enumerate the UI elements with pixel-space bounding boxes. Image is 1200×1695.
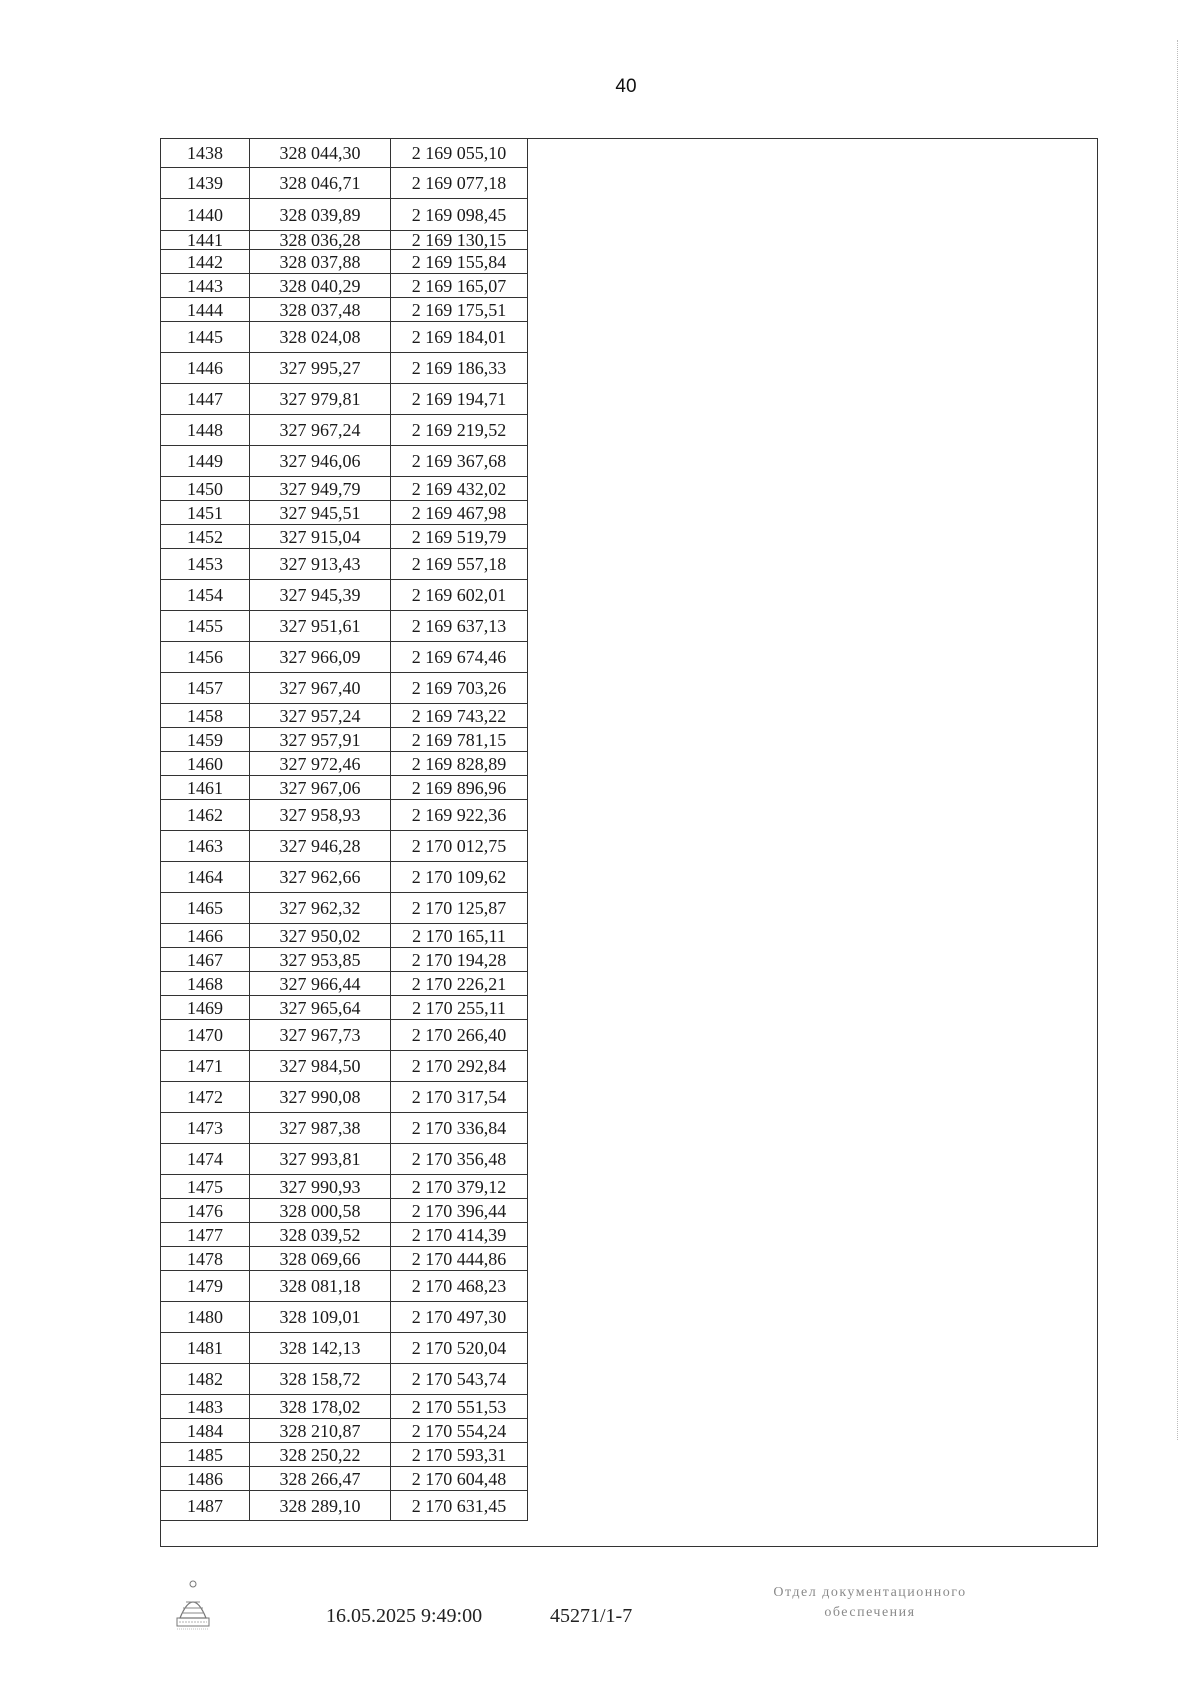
x-coordinate-cell: 327 946,06 [250, 446, 391, 477]
point-number-cell: 1458 [161, 704, 250, 728]
table-row [161, 673, 528, 704]
y-coordinate-cell: 2 169 519,79 [391, 525, 528, 549]
x-coordinate-cell: 328 109,01 [250, 1302, 391, 1333]
x-coordinate-cell: 327 953,85 [250, 948, 391, 972]
x-coordinate-cell: 328 289,10 [250, 1491, 391, 1521]
y-coordinate-cell: 2 170 444,86 [391, 1247, 528, 1271]
y-coordinate-cell: 2 170 414,39 [391, 1223, 528, 1247]
x-coordinate-cell: 327 949,79 [250, 477, 391, 501]
point-number-cell: 1474 [161, 1144, 250, 1175]
table-row [161, 1395, 528, 1419]
point-number-cell: 1459 [161, 728, 250, 752]
y-coordinate-cell: 2 169 922,36 [391, 800, 528, 831]
x-coordinate-cell: 328 158,72 [250, 1364, 391, 1395]
y-coordinate-cell: 2 170 165,11 [391, 924, 528, 948]
point-number-cell: 1467 [161, 948, 250, 972]
department-stamp-line-1: Отдел документационного [773, 1585, 967, 1600]
y-coordinate-cell: 2 169 219,52 [391, 415, 528, 446]
table-row [161, 1051, 528, 1082]
point-number-cell: 1438 [161, 139, 250, 168]
point-number-cell: 1480 [161, 1302, 250, 1333]
x-coordinate-cell: 327 972,46 [250, 752, 391, 776]
point-number-cell: 1448 [161, 415, 250, 446]
y-coordinate-cell: 2 170 194,28 [391, 948, 528, 972]
y-coordinate-cell: 2 169 781,15 [391, 728, 528, 752]
point-number-cell: 1485 [161, 1443, 250, 1467]
y-coordinate-cell: 2 170 109,62 [391, 862, 528, 893]
table-row [161, 642, 528, 673]
document-code: 45271/1-7 [550, 1605, 633, 1627]
table-row [161, 704, 528, 728]
y-coordinate-cell: 2 169 155,84 [391, 250, 528, 274]
y-coordinate-cell: 2 169 432,02 [391, 477, 528, 501]
y-coordinate-cell: 2 170 468,23 [391, 1271, 528, 1302]
x-coordinate-cell: 327 950,02 [250, 924, 391, 948]
point-number-cell: 1446 [161, 353, 250, 384]
table-row [161, 1419, 528, 1443]
y-coordinate-cell: 2 169 557,18 [391, 549, 528, 580]
table-row [161, 1443, 528, 1467]
table-row [161, 1113, 528, 1144]
x-coordinate-cell: 327 995,27 [250, 353, 391, 384]
table-row [161, 831, 528, 862]
y-coordinate-cell: 2 170 593,31 [391, 1443, 528, 1467]
y-coordinate-cell: 2 170 520,04 [391, 1333, 528, 1364]
table-row [161, 250, 528, 274]
point-number-cell: 1440 [161, 199, 250, 231]
point-number-cell: 1449 [161, 446, 250, 477]
y-coordinate-cell: 2 170 255,11 [391, 996, 528, 1020]
point-number-cell: 1443 [161, 274, 250, 298]
y-coordinate-cell: 2 169 703,26 [391, 673, 528, 704]
y-coordinate-cell: 2 170 317,54 [391, 1082, 528, 1113]
y-coordinate-cell: 2 169 194,71 [391, 384, 528, 415]
point-number-cell: 1451 [161, 501, 250, 525]
table-row [161, 996, 528, 1020]
x-coordinate-cell: 328 266,47 [250, 1467, 391, 1491]
table-row [161, 199, 528, 231]
point-number-cell: 1482 [161, 1364, 250, 1395]
department-stamp-line-2: обеспечения [824, 1605, 916, 1620]
point-number-cell: 1460 [161, 752, 250, 776]
point-number-cell: 1454 [161, 580, 250, 611]
x-coordinate-cell: 327 945,51 [250, 501, 391, 525]
x-coordinate-cell: 328 039,89 [250, 199, 391, 231]
y-coordinate-cell: 2 169 896,96 [391, 776, 528, 800]
x-coordinate-cell: 328 178,02 [250, 1395, 391, 1419]
table-row [161, 477, 528, 501]
y-coordinate-cell: 2 170 379,12 [391, 1175, 528, 1199]
point-number-cell: 1481 [161, 1333, 250, 1364]
x-coordinate-cell: 328 142,13 [250, 1333, 391, 1364]
x-coordinate-cell: 327 990,08 [250, 1082, 391, 1113]
x-coordinate-cell: 328 046,71 [250, 168, 391, 199]
table-row [161, 525, 528, 549]
x-coordinate-cell: 327 967,06 [250, 776, 391, 800]
x-coordinate-cell: 327 990,93 [250, 1175, 391, 1199]
table-row [161, 862, 528, 893]
x-coordinate-cell: 327 957,24 [250, 704, 391, 728]
y-coordinate-cell: 2 170 631,45 [391, 1491, 528, 1521]
y-coordinate-cell: 2 169 165,07 [391, 274, 528, 298]
table-row [161, 948, 528, 972]
department-stamp [700, 1583, 1040, 1623]
x-coordinate-cell: 327 979,81 [250, 384, 391, 415]
x-coordinate-cell: 327 946,28 [250, 831, 391, 862]
point-number-cell: 1476 [161, 1199, 250, 1223]
x-coordinate-cell: 328 037,48 [250, 298, 391, 322]
point-number-cell: 1475 [161, 1175, 250, 1199]
point-number-cell: 1442 [161, 250, 250, 274]
y-coordinate-cell: 2 169 130,15 [391, 231, 528, 250]
point-number-cell: 1468 [161, 972, 250, 996]
table-row [161, 1020, 528, 1051]
point-number-cell: 1483 [161, 1395, 250, 1419]
y-coordinate-cell: 2 169 098,45 [391, 199, 528, 231]
x-coordinate-cell: 328 037,88 [250, 250, 391, 274]
y-coordinate-cell: 2 169 743,22 [391, 704, 528, 728]
x-coordinate-cell: 327 958,93 [250, 800, 391, 831]
table-row [161, 1144, 528, 1175]
table-row [161, 139, 528, 168]
table-row [161, 1199, 528, 1223]
table-row [161, 1082, 528, 1113]
y-coordinate-cell: 2 170 396,44 [391, 1199, 528, 1223]
y-coordinate-cell: 2 169 184,01 [391, 322, 528, 353]
point-number-cell: 1450 [161, 477, 250, 501]
point-number-cell: 1461 [161, 776, 250, 800]
x-coordinate-cell: 328 024,08 [250, 322, 391, 353]
point-number-cell: 1479 [161, 1271, 250, 1302]
x-coordinate-cell: 327 962,32 [250, 893, 391, 924]
table-row [161, 353, 528, 384]
print-datetime: 16.05.2025 9:49:00 [326, 1605, 483, 1627]
x-coordinate-cell: 328 210,87 [250, 1419, 391, 1443]
x-coordinate-cell: 327 915,04 [250, 525, 391, 549]
y-coordinate-cell: 2 169 467,98 [391, 501, 528, 525]
table-row [161, 298, 528, 322]
table-row [161, 1175, 528, 1199]
x-coordinate-cell: 328 069,66 [250, 1247, 391, 1271]
coordinates-table-body [161, 139, 528, 1521]
x-coordinate-cell: 327 965,64 [250, 996, 391, 1020]
table-row [161, 1223, 528, 1247]
x-coordinate-cell: 327 984,50 [250, 1051, 391, 1082]
y-coordinate-cell: 2 170 554,24 [391, 1419, 528, 1443]
table-row [161, 384, 528, 415]
table-row [161, 1467, 528, 1491]
y-coordinate-cell: 2 170 125,87 [391, 893, 528, 924]
coordinates-table [160, 138, 528, 1521]
y-coordinate-cell: 2 170 551,53 [391, 1395, 528, 1419]
y-coordinate-cell: 2 169 637,13 [391, 611, 528, 642]
x-coordinate-cell: 327 957,91 [250, 728, 391, 752]
x-coordinate-cell: 327 993,81 [250, 1144, 391, 1175]
x-coordinate-cell: 327 967,40 [250, 673, 391, 704]
x-coordinate-cell: 327 966,09 [250, 642, 391, 673]
point-number-cell: 1470 [161, 1020, 250, 1051]
table-row [161, 924, 528, 948]
point-number-cell: 1466 [161, 924, 250, 948]
x-coordinate-cell: 328 039,52 [250, 1223, 391, 1247]
table-row [161, 1364, 528, 1395]
point-number-cell: 1457 [161, 673, 250, 704]
x-coordinate-cell: 328 040,29 [250, 274, 391, 298]
table-row [161, 580, 528, 611]
x-coordinate-cell: 327 913,43 [250, 549, 391, 580]
table-row [161, 322, 528, 353]
table-row [161, 728, 528, 752]
y-coordinate-cell: 2 169 828,89 [391, 752, 528, 776]
page-number: 40 [615, 76, 637, 97]
point-number-cell: 1456 [161, 642, 250, 673]
y-coordinate-cell: 2 170 292,84 [391, 1051, 528, 1082]
y-coordinate-cell: 2 170 012,75 [391, 831, 528, 862]
table-row [161, 752, 528, 776]
table-row [161, 415, 528, 446]
table-row [161, 1302, 528, 1333]
table-row [161, 893, 528, 924]
x-coordinate-cell: 327 987,38 [250, 1113, 391, 1144]
x-coordinate-cell: 328 250,22 [250, 1443, 391, 1467]
point-number-cell: 1486 [161, 1467, 250, 1491]
point-number-cell: 1462 [161, 800, 250, 831]
y-coordinate-cell: 2 170 266,40 [391, 1020, 528, 1051]
point-number-cell: 1439 [161, 168, 250, 199]
y-coordinate-cell: 2 169 367,68 [391, 446, 528, 477]
point-number-cell: 1447 [161, 384, 250, 415]
table-row [161, 549, 528, 580]
table-row [161, 776, 528, 800]
x-coordinate-cell: 327 966,44 [250, 972, 391, 996]
point-number-cell: 1477 [161, 1223, 250, 1247]
y-coordinate-cell: 2 169 674,46 [391, 642, 528, 673]
y-coordinate-cell: 2 170 497,30 [391, 1302, 528, 1333]
table-row [161, 168, 528, 199]
x-coordinate-cell: 327 951,61 [250, 611, 391, 642]
point-number-cell: 1484 [161, 1419, 250, 1443]
table-row [161, 800, 528, 831]
table-row [161, 274, 528, 298]
y-coordinate-cell: 2 169 186,33 [391, 353, 528, 384]
table-row [161, 972, 528, 996]
scan-edge-marks [1177, 40, 1186, 1440]
y-coordinate-cell: 2 169 602,01 [391, 580, 528, 611]
table-row [161, 446, 528, 477]
point-number-cell: 1478 [161, 1247, 250, 1271]
point-number-cell: 1487 [161, 1491, 250, 1521]
x-coordinate-cell: 327 945,39 [250, 580, 391, 611]
point-number-cell: 1453 [161, 549, 250, 580]
y-coordinate-cell: 2 169 077,18 [391, 168, 528, 199]
y-coordinate-cell: 2 170 356,48 [391, 1144, 528, 1175]
y-coordinate-cell: 2 170 226,21 [391, 972, 528, 996]
emblem-logo [172, 1578, 214, 1632]
point-number-cell: 1465 [161, 893, 250, 924]
point-number-cell: 1464 [161, 862, 250, 893]
y-coordinate-cell: 2 170 604,48 [391, 1467, 528, 1491]
table-row [161, 1271, 528, 1302]
table-row [161, 231, 528, 250]
table-row [161, 611, 528, 642]
point-number-cell: 1455 [161, 611, 250, 642]
x-coordinate-cell: 328 000,58 [250, 1199, 391, 1223]
y-coordinate-cell: 2 170 543,74 [391, 1364, 528, 1395]
y-coordinate-cell: 2 169 055,10 [391, 139, 528, 168]
table-row [161, 501, 528, 525]
x-coordinate-cell: 327 962,66 [250, 862, 391, 893]
y-coordinate-cell: 2 169 175,51 [391, 298, 528, 322]
point-number-cell: 1472 [161, 1082, 250, 1113]
point-number-cell: 1469 [161, 996, 250, 1020]
x-coordinate-cell: 328 036,28 [250, 231, 391, 250]
x-coordinate-cell: 327 967,73 [250, 1020, 391, 1051]
y-coordinate-cell: 2 170 336,84 [391, 1113, 528, 1144]
table-row [161, 1333, 528, 1364]
point-number-cell: 1452 [161, 525, 250, 549]
x-coordinate-cell: 328 044,30 [250, 139, 391, 168]
point-number-cell: 1445 [161, 322, 250, 353]
table-row [161, 1491, 528, 1521]
point-number-cell: 1473 [161, 1113, 250, 1144]
table-row [161, 1247, 528, 1271]
x-coordinate-cell: 328 081,18 [250, 1271, 391, 1302]
point-number-cell: 1444 [161, 298, 250, 322]
point-number-cell: 1463 [161, 831, 250, 862]
point-number-cell: 1441 [161, 231, 250, 250]
point-number-cell: 1471 [161, 1051, 250, 1082]
x-coordinate-cell: 327 967,24 [250, 415, 391, 446]
